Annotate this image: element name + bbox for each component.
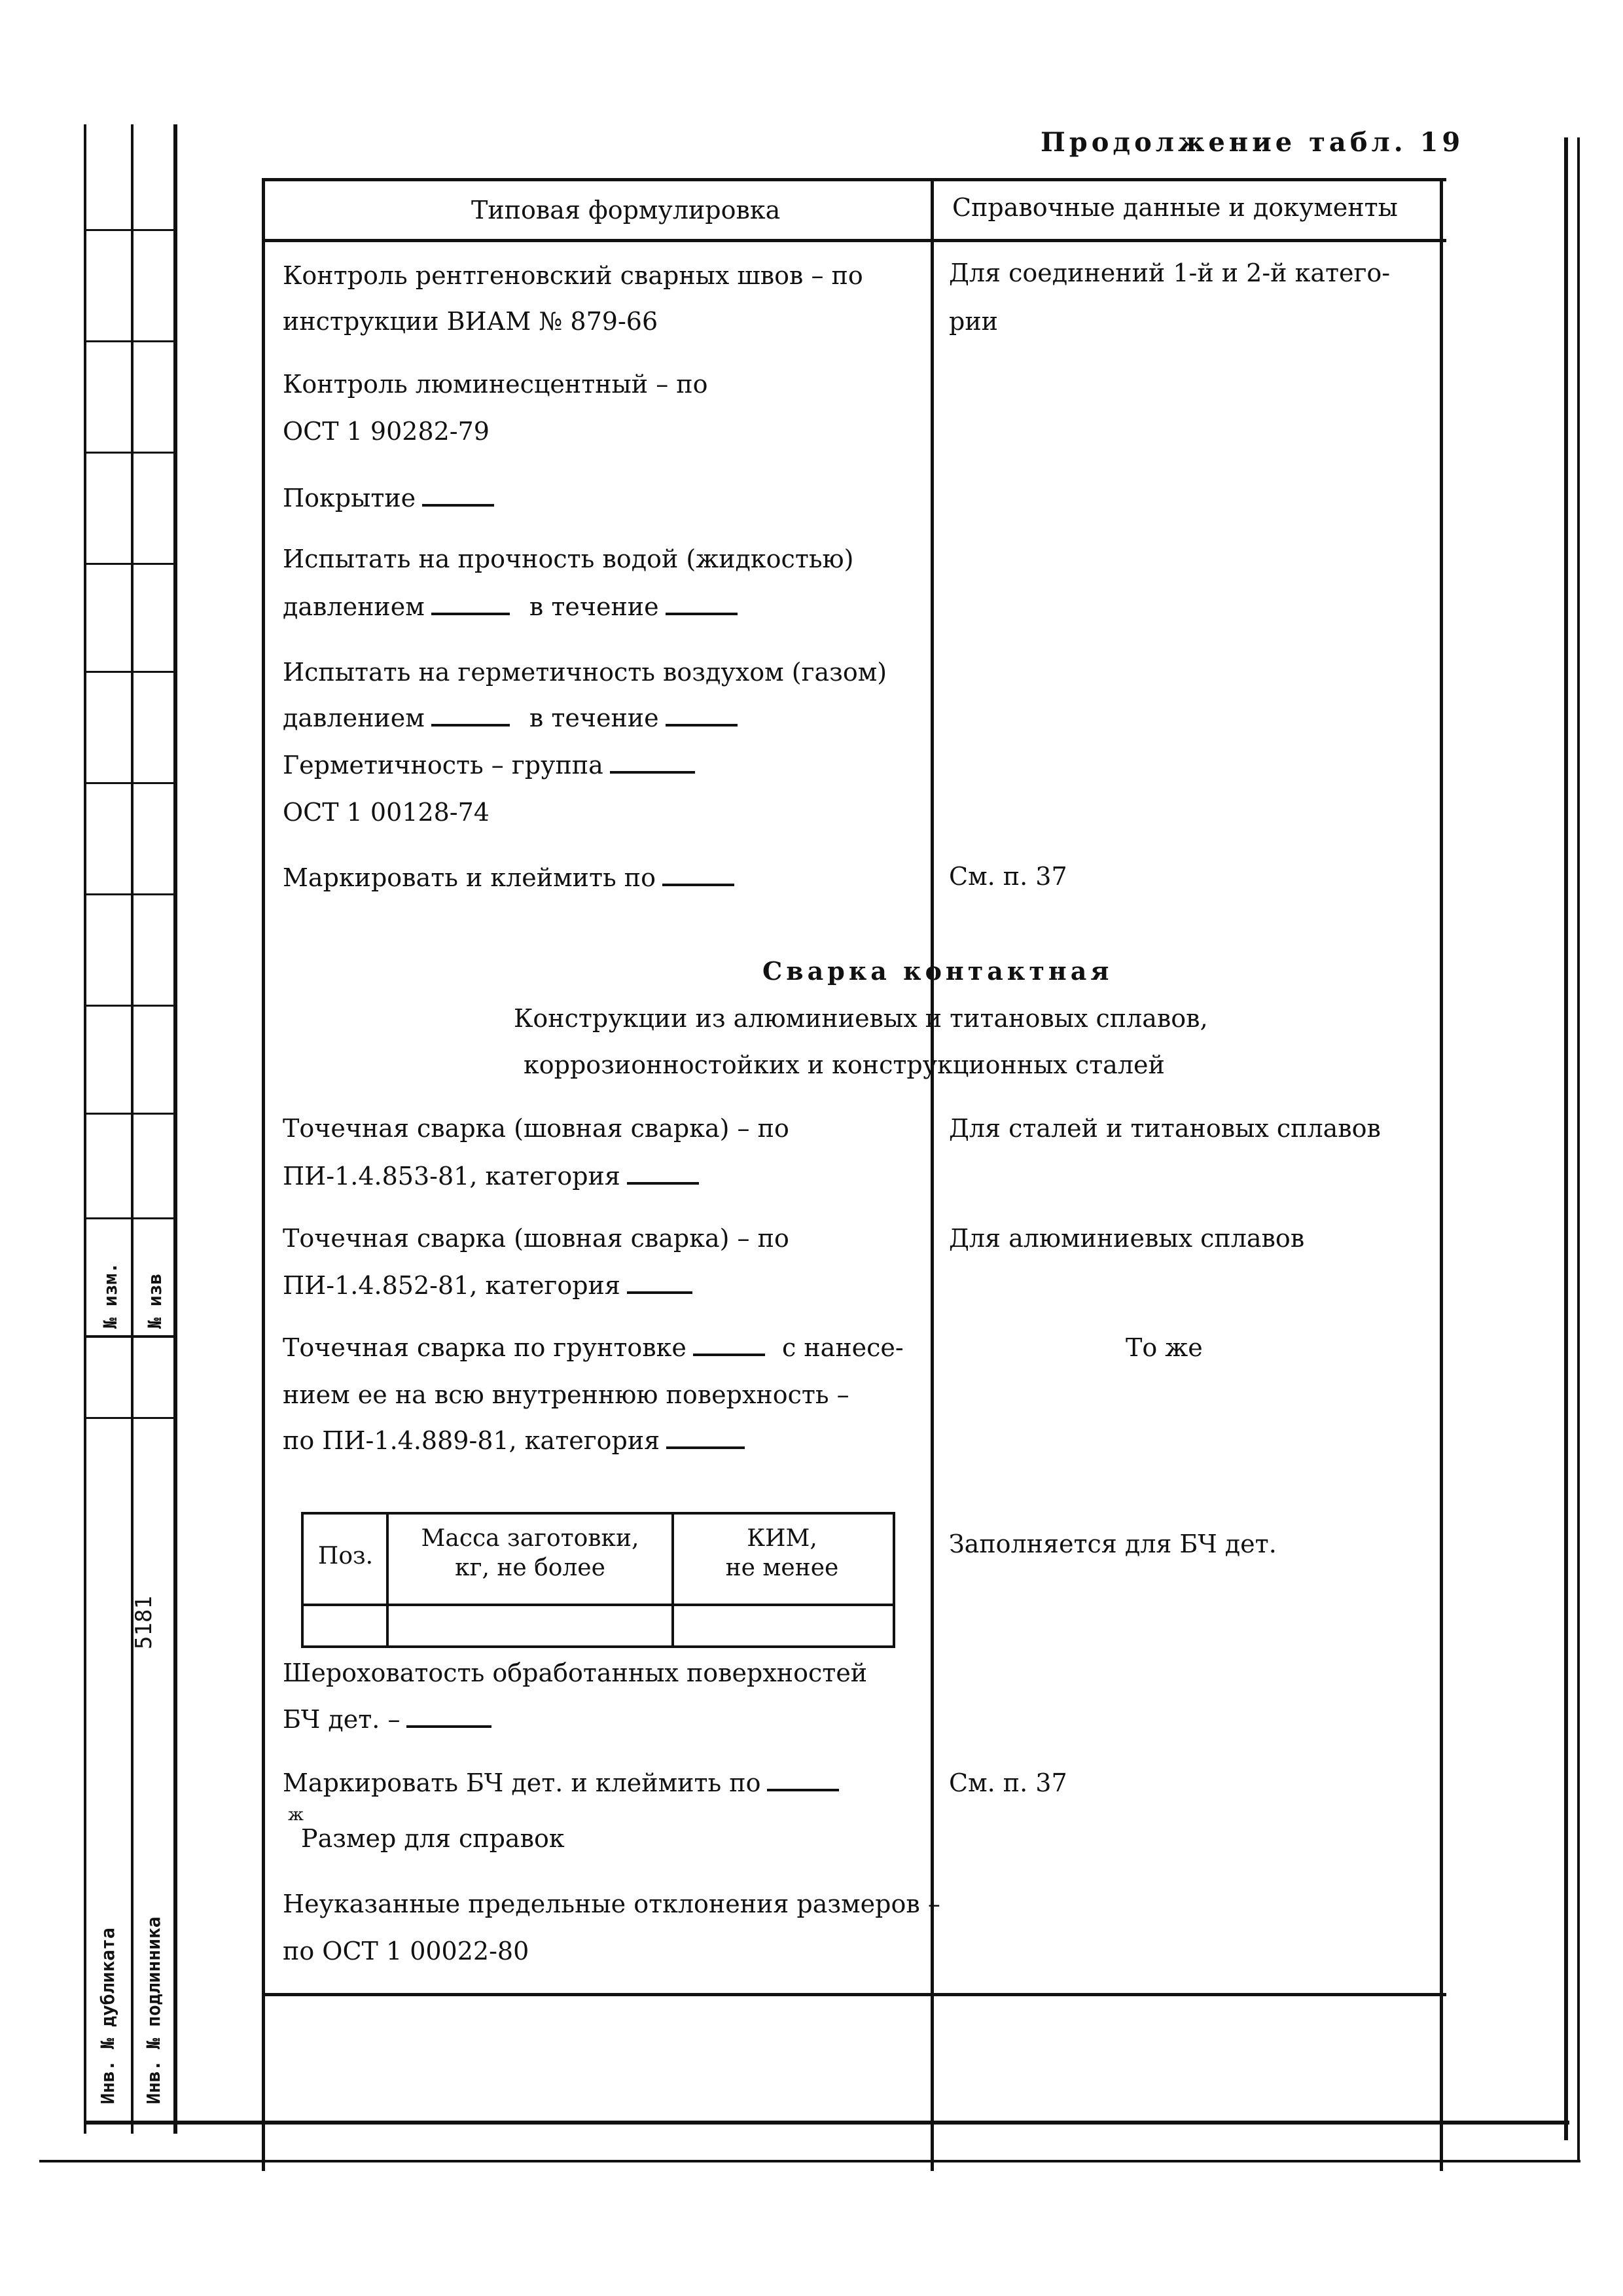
inner-table-header-mass-2: кг, не более	[455, 1554, 605, 1581]
marking-line-2	[283, 1770, 839, 1795]
footnote-mark: ж	[288, 1805, 304, 1825]
luminescent-line-2: ОСТ 1 90282-79	[283, 417, 490, 446]
stamp-tick	[84, 1335, 175, 1338]
stamp-tick	[84, 893, 175, 895]
frame-left-inner	[173, 124, 177, 2134]
xray-note-1: Для соединений 1-й и 2-й катего-	[949, 259, 1391, 287]
inner-table-header-kim-1: КИМ,	[747, 1525, 817, 1552]
spot3-line-3	[283, 1428, 745, 1453]
tolerance-line-2: по ОСТ 1 00022-80	[283, 1937, 529, 1965]
marking-2-label: Маркировать БЧ дет. и клеймить по	[283, 1768, 761, 1797]
spot3-line-2: нием ее на всю внутреннюю поверхность –	[283, 1380, 849, 1409]
blank-field	[767, 1785, 839, 1791]
spot2-line-2	[283, 1273, 692, 1298]
spot1-line-2	[283, 1164, 699, 1189]
frame-right-outer	[1577, 137, 1580, 2160]
roughness-label: БЧ дет. –	[283, 1705, 401, 1734]
tightness-line-2	[283, 706, 738, 730]
stamp-tick	[84, 340, 175, 342]
strength-pressure-label: давлением	[283, 592, 425, 621]
table-right	[1440, 178, 1443, 2171]
section-subtitle-1: Конструкции из алюминиевых и титановых сплавов,	[514, 1004, 1208, 1033]
tightness-group-label: Герметичность – группа	[283, 751, 603, 780]
spot2-category-label: ПИ-1.4.852-81, категория	[283, 1271, 620, 1300]
stamp-tick	[84, 671, 175, 673]
table-left	[262, 178, 265, 2171]
blank-field	[666, 1443, 745, 1449]
frame-bottom	[84, 2121, 1569, 2125]
inner-table-header-kim	[675, 1524, 889, 1583]
footnote-text: Размер для справок	[301, 1824, 565, 1853]
roughness-line-2	[283, 1707, 491, 1732]
frame-left-outer	[84, 124, 86, 2134]
stamp-tick	[84, 563, 175, 565]
stamp-tick	[84, 1005, 175, 1007]
blank-field	[627, 1287, 692, 1294]
marking-label: Маркировать и клеймить по	[283, 863, 656, 892]
table-divider	[931, 178, 934, 2171]
blank-field	[666, 720, 738, 726]
frame-left-mid	[131, 124, 134, 2134]
tightness-duration-label: в течение	[529, 704, 659, 732]
stamp-tick	[84, 782, 175, 784]
blank-field	[610, 767, 695, 774]
spot3-apply-label: с нанесе-	[781, 1333, 904, 1362]
continuation-label: Продолжение табл. 19	[1041, 127, 1465, 158]
stamp-number: 5181	[131, 1596, 157, 1649]
spot3-primer-label: Точечная сварка по грунтовке	[283, 1333, 687, 1362]
stamp-tick	[84, 1417, 175, 1419]
blank-field	[431, 720, 510, 726]
strength-line-2	[283, 594, 738, 619]
xray-note-2: рии	[949, 307, 998, 336]
stamp-tick	[84, 1113, 175, 1115]
xray-line-2: инструкции ВИАМ № 879-66	[283, 307, 658, 336]
stamp-tick	[84, 452, 175, 454]
spot1-note: Для сталей и титановых сплавов	[949, 1114, 1381, 1143]
table-header-bottom	[262, 239, 1446, 242]
xray-line-1: Контроль рентгеновский сварных швов – по	[283, 261, 863, 290]
spot2-note: Для алюминиевых сплавов	[949, 1224, 1305, 1253]
coating-line	[283, 486, 494, 511]
table-bottom	[262, 1993, 1446, 1996]
inner-table-col-divider-1	[386, 1512, 389, 1645]
inner-table-note: Заполняется для БЧ дет.	[949, 1530, 1277, 1558]
header-right: Справочные данные и документы	[952, 193, 1398, 222]
blank-field	[627, 1178, 699, 1185]
blank-field	[431, 609, 510, 615]
spot3-category-label: по ПИ-1.4.889-81, категория	[283, 1426, 660, 1455]
stamp-izm-1: № изм.	[99, 1262, 121, 1329]
tightness-group-line	[283, 753, 695, 778]
tolerance-line-1: Неуказанные предельные отклонения размеров –	[283, 1890, 940, 1918]
tightness-line-1: Испытать на герметичность воздухом (газом)	[283, 658, 887, 687]
strength-duration-label: в течение	[529, 592, 659, 621]
blank-field	[693, 1350, 765, 1356]
strength-line-1: Испытать на прочность водой (жидкостью)	[283, 545, 854, 573]
luminescent-line-1: Контроль люминесцентный – по	[283, 370, 708, 399]
blank-field	[406, 1721, 491, 1728]
inner-table-header-kim-2: не менее	[725, 1554, 839, 1581]
page-bottom-line	[39, 2160, 1580, 2162]
stamp-tick	[84, 1217, 175, 1219]
stamp-orig: Инв. № подлинника	[143, 1916, 164, 2104]
inner-table-header-pos: Поз.	[317, 1543, 374, 1570]
section-title: Сварка контактная	[762, 956, 1113, 986]
marking-ref-1: См. п. 37	[949, 862, 1067, 891]
stamp-dup: Инв. № дубликата	[97, 1928, 118, 2104]
section-subtitle-2: коррозионностойких и конструкционных сталей	[524, 1050, 1165, 1079]
table-top	[262, 178, 1446, 181]
frame-right	[1564, 137, 1568, 2140]
blank-field	[662, 880, 734, 886]
coating-label: Покрытие	[283, 484, 416, 512]
blank-field	[666, 609, 738, 615]
roughness-line-1: Шероховатость обработанных поверхностей	[283, 1659, 868, 1687]
marking-ref-2: См. п. 37	[949, 1768, 1067, 1797]
inner-table-col-divider-2	[671, 1512, 674, 1645]
header-left: Типовая формулировка	[471, 196, 781, 224]
stamp-izm-2: № изв	[144, 1273, 166, 1329]
stamp-tick	[84, 229, 175, 231]
tightness-pressure-label: давлением	[283, 704, 425, 732]
spot3-line-1	[283, 1335, 904, 1360]
spot3-note: То же	[1126, 1333, 1203, 1362]
spot1-category-label: ПИ-1.4.853-81, категория	[283, 1162, 620, 1191]
inner-table-header-mass	[390, 1524, 670, 1583]
blank-field	[422, 500, 494, 507]
inner-table-header-mass-1: Масса заготовки,	[421, 1525, 639, 1552]
inner-table-row-divider	[301, 1604, 893, 1606]
spot1-line-1: Точечная сварка (шовная сварка) – по	[283, 1114, 789, 1143]
marking-line-1	[283, 865, 734, 890]
tightness-ost: ОСТ 1 00128-74	[283, 798, 490, 827]
spot2-line-1: Точечная сварка (шовная сварка) – по	[283, 1224, 789, 1253]
